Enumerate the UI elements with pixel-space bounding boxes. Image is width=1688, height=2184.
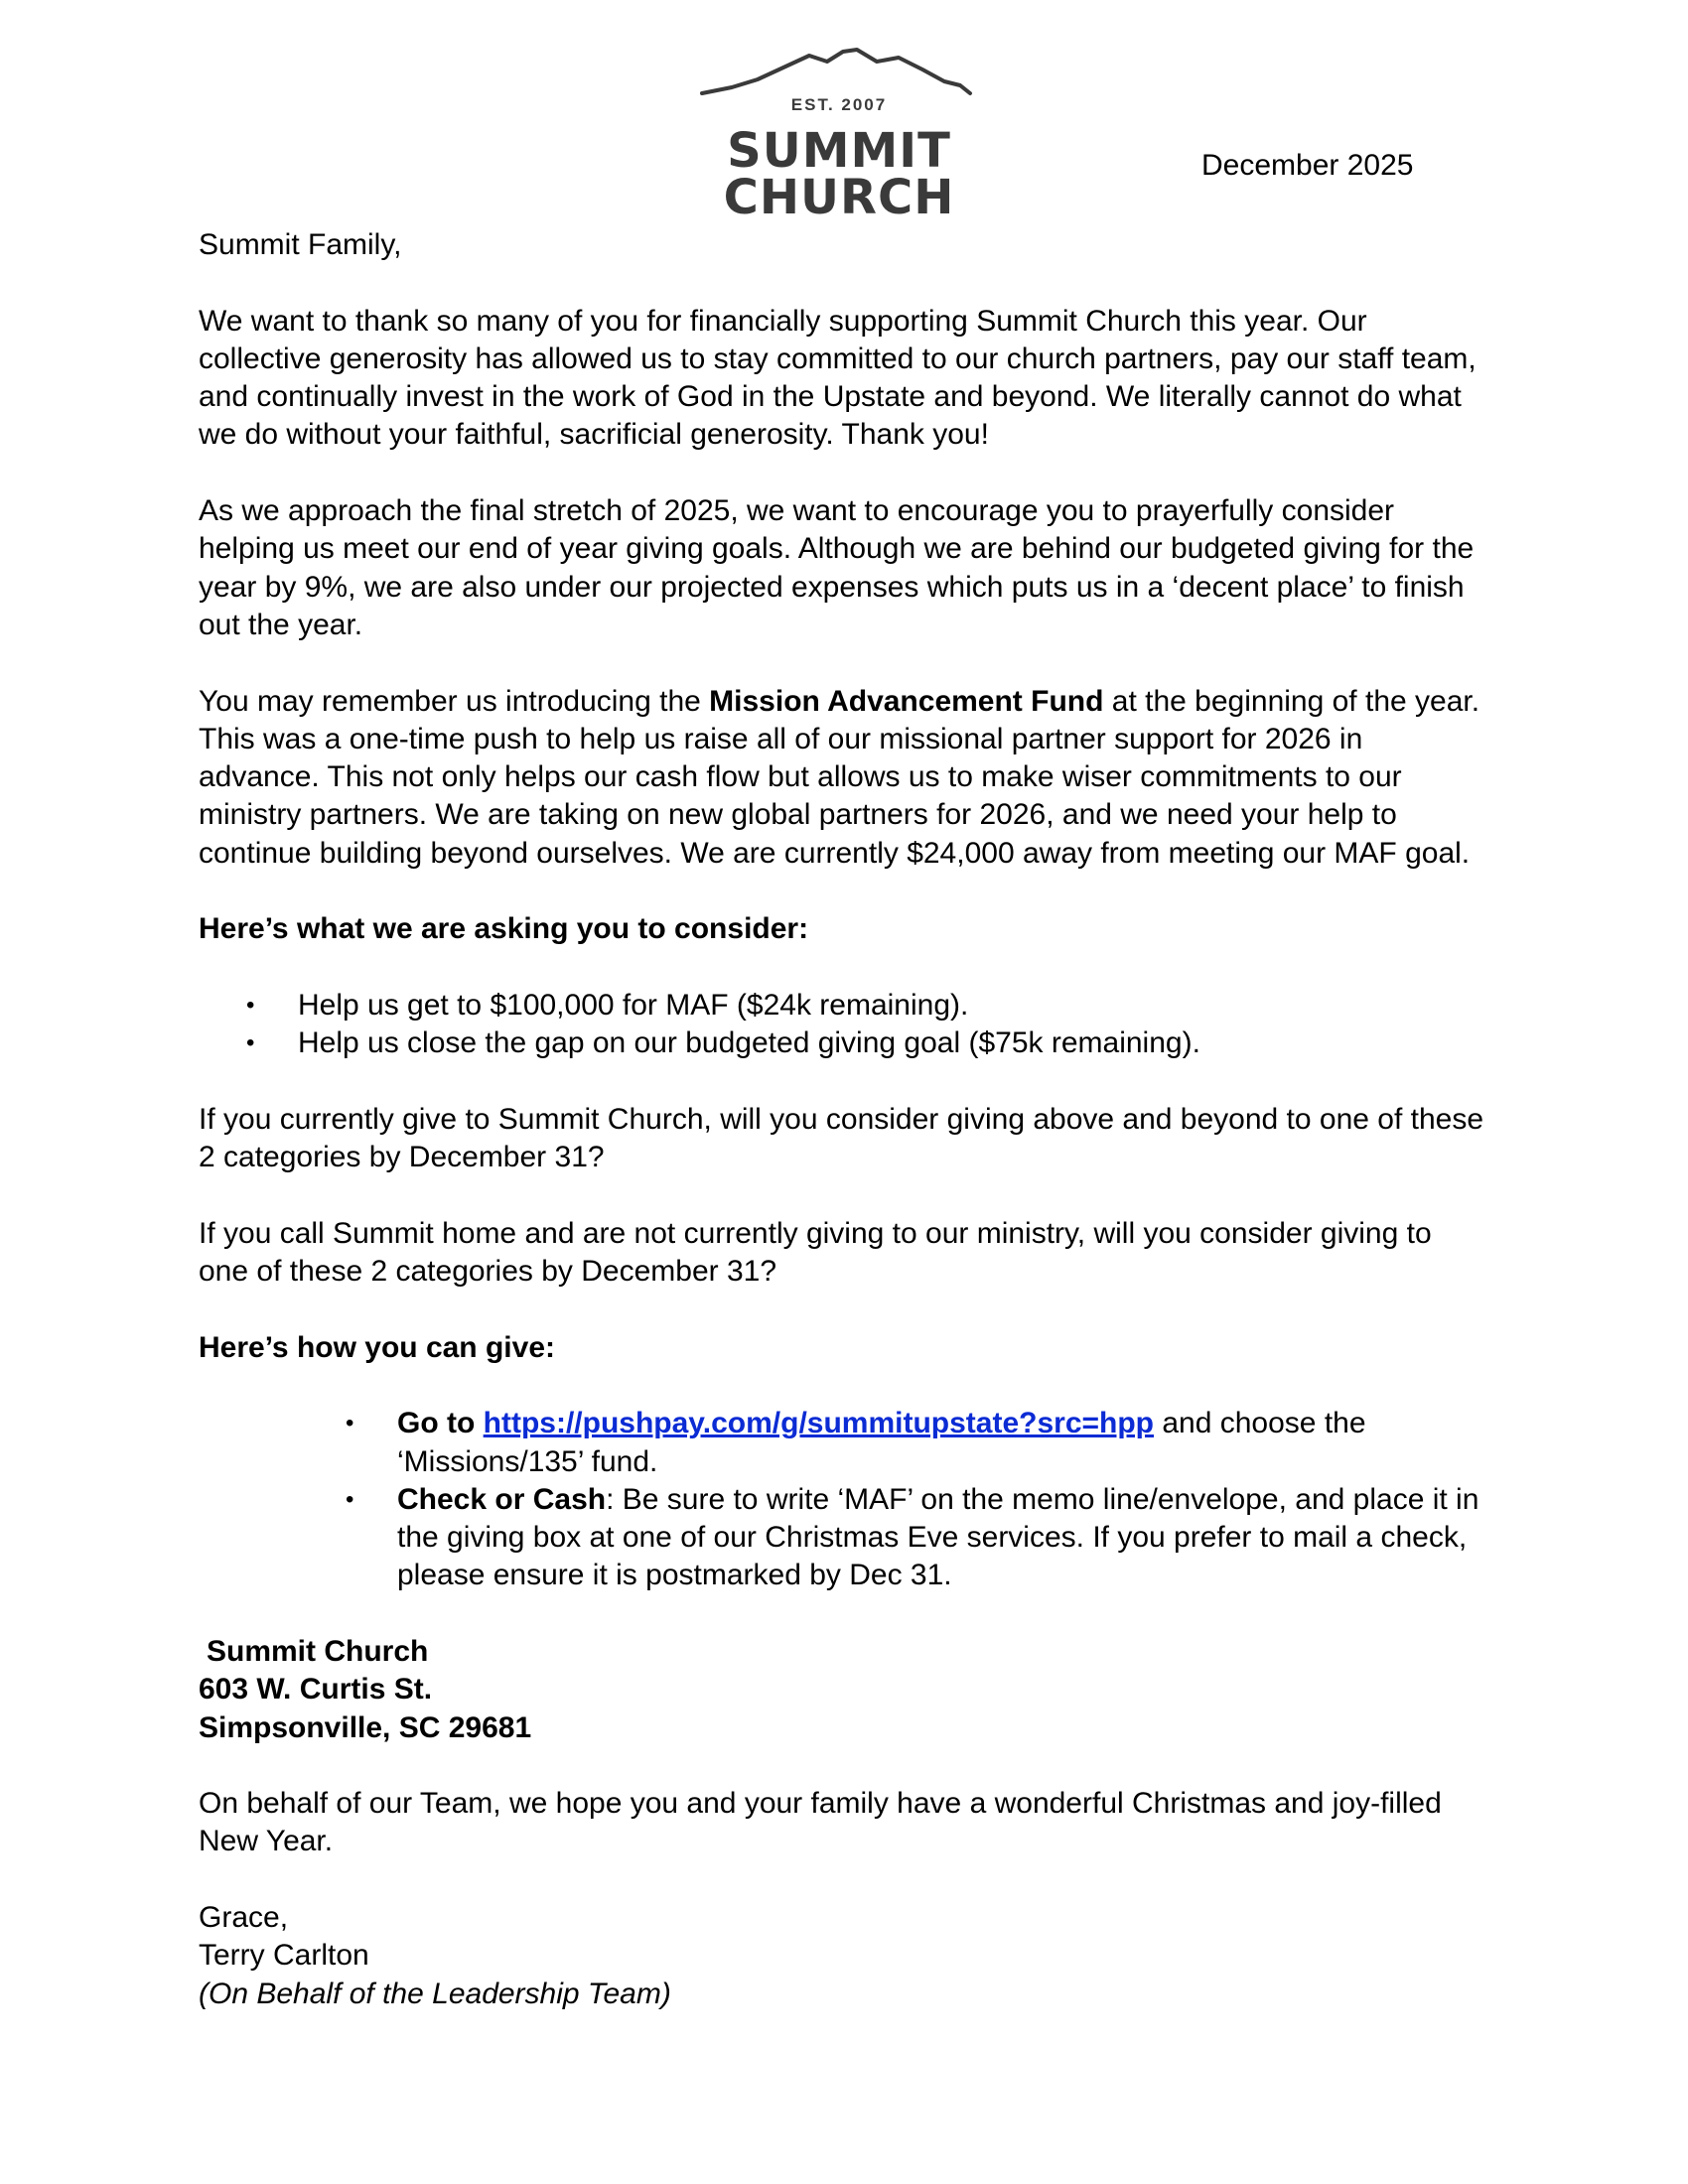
greeting: Summit Family, (199, 228, 402, 261)
ask-heading-text: Here’s what we are asking you to consider: (199, 912, 809, 946)
address-name: Summit Church (207, 1634, 429, 1668)
paragraph-new-givers: If you call Summit home and are not currently giving to our ministry, will you consider giving to one of these 2 categories by December 31? (199, 1216, 1432, 1289)
ask-list (199, 987, 1489, 1063)
closing-paragraph: On behalf of our Team, we hope you and your family have a wonderful Christmas and joy-filled New Year. (199, 1787, 1442, 1858)
address-street: 603 W. Curtis St. (199, 1673, 433, 1706)
paragraph-maf (199, 683, 1489, 873)
paragraph-thanks: We want to thank so many of you for financially supporting Summit Church this year. Our collective generosity has allowed us to stay committed to our church partners, pay our staff team, and continually invest in the work of God in the Upstate and beyond. We literally cannot do what we do without your faithful, sacrificial generosity. Thank you! (199, 304, 1477, 452)
give-heading (199, 1329, 1489, 1367)
paragraph-current-givers: If you currently give to Summit Church, will you consider giving above and beyond to one of these 2 categories by December 31? (199, 1102, 1484, 1174)
signature-name: Terry Carlton (199, 1939, 369, 1973)
mountain-icon (692, 38, 986, 97)
maf-intro-text: You may remember us introducing the (199, 684, 710, 718)
list-item-check (199, 1481, 1489, 1595)
maf-fund-name: Mission Advancement Fund (709, 684, 1104, 718)
list-item-online (199, 1405, 1489, 1481)
signature-salutation: Grace, (199, 1901, 289, 1935)
church-logo (692, 38, 986, 225)
ask-heading (199, 910, 1489, 948)
logo-word-church: CHURCH (723, 170, 955, 225)
logo-established: EST. 2007 (790, 95, 888, 114)
signature-role-text: (On Behalf of the Leadership Team) (199, 1977, 671, 2010)
logo-word-summit: SUMMIT (727, 123, 951, 179)
online-instructions: and choose the ‘Missions/135’ fund. (397, 1407, 1366, 1478)
list-item: • Help us get to $100,000 for MAF ($24k remaining). (199, 987, 1489, 1024)
paragraph-year-end: As we approach the final stretch of 2025, we want to encourage you to prayerfully consider helping us meet our end of year giving goals. Although we are behind our budgeted giving for the year by 9%, we are also under our projected expenses which puts us in a ‘decent place’ to finish out the year. (199, 494, 1475, 641)
list-item: • Help us close the gap on our budgeted giving goal ($75k remaining). (199, 1024, 1489, 1062)
letter-date: December 2025 (1201, 149, 1414, 182)
letter-body (199, 226, 1489, 2013)
signature-role (199, 1976, 1489, 2013)
maf-detail-text: at the beginning of the year. This was a one-time push to help us raise all of our missional partner support for 2026 in advance. This not only helps our cash flow but allows us to make wiser commitments to our ministry partners. We are taking on new global partners for 2026, and we need your help to continue building beyond ourselves. We are currently $24,000 away from meeting our MAF goal. (199, 684, 1480, 870)
mailing-address (199, 1633, 1489, 1747)
online-label: Go to (397, 1407, 484, 1440)
give-list (199, 1405, 1489, 1594)
give-heading-text: Here’s how you can give: (199, 1330, 555, 1364)
signature-block (199, 1899, 1489, 2013)
address-city: Simpsonville, SC 29681 (199, 1710, 532, 1744)
pushpay-link[interactable]: https://pushpay.com/g/summitupstate?src=hpp (483, 1407, 1155, 1440)
check-label: Check or Cash (397, 1482, 607, 1516)
check-instructions: : Be sure to write ‘MAF’ on the memo line/envelope, and place it in the giving box at one of our Christmas Eve services. If you prefer to mail a check, please ensure it is postmarked by Dec 31. (397, 1482, 1479, 1592)
